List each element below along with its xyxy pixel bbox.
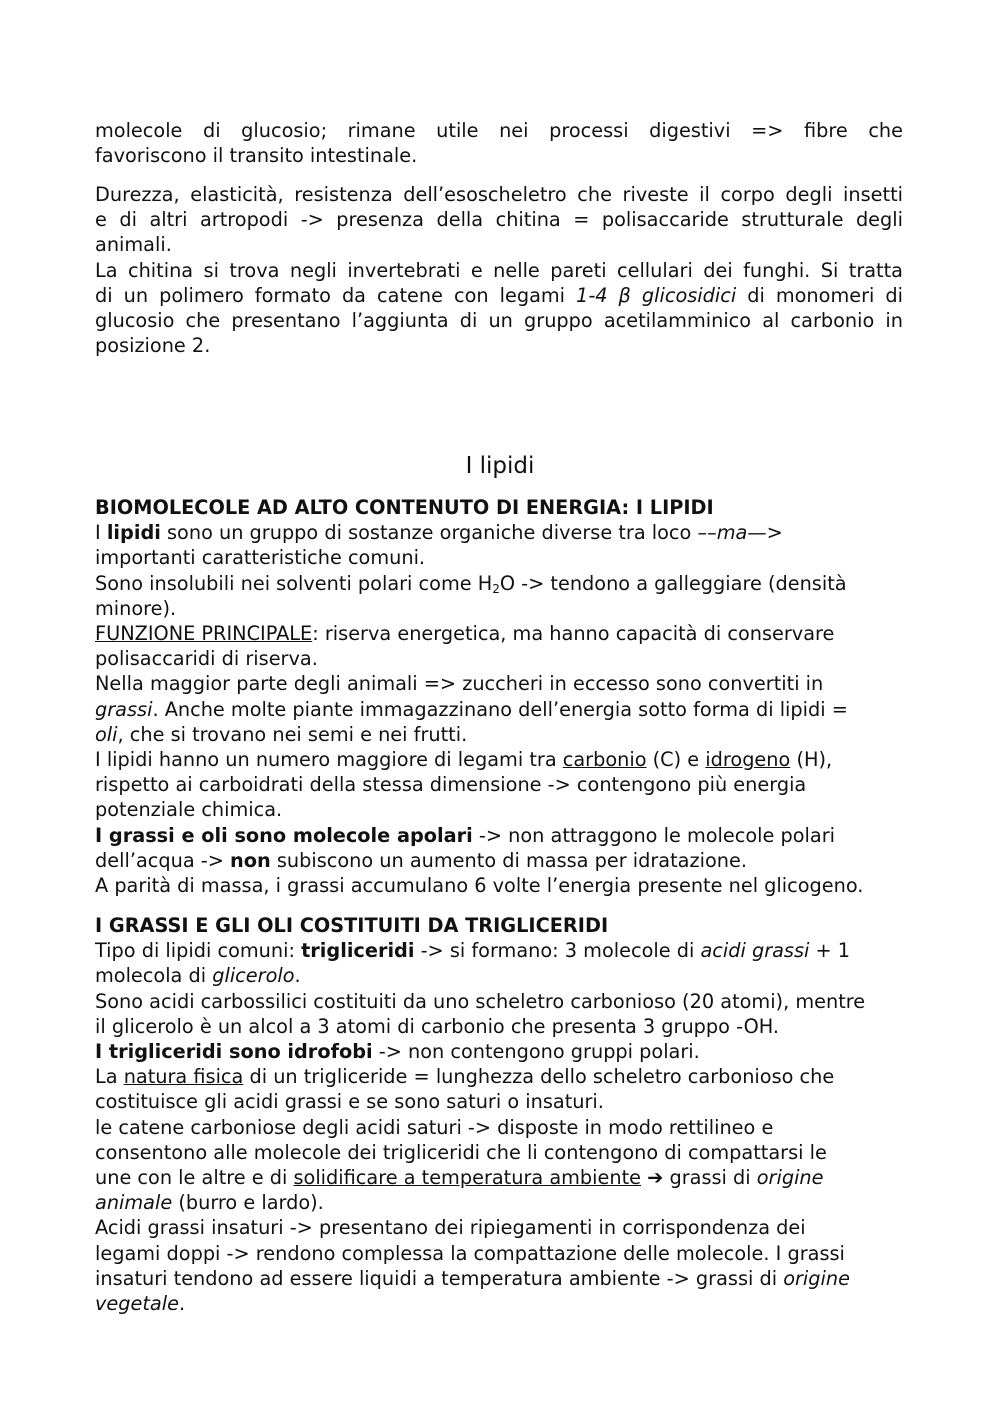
text-line: potenziale chimica. [95,798,283,822]
text-line: Nella maggior parte degli animali => zuccheri in eccesso sono convertiti in [95,672,824,696]
text-line: Durezza, elasticità, resistenza dell’esoscheletro che riveste il corpo degli insetti [95,183,903,206]
text-line: I lipidi hanno un numero maggiore di legami tra carbonio (C) e idrogeno (H), [95,748,833,772]
section-lipids-energy [95,495,903,898]
text-line: e di altri artropodi -> presenza della chitina = polisaccaride strutturale degli [95,208,903,232]
text-line: La natura fisica di un trigliceride = lunghezza dello scheletro carbonioso che [95,1065,835,1089]
text-line: Sono acidi carbossilici costituiti da uno scheletro carbonioso (20 atomi), mentre [95,989,866,1013]
text-line: minore). [95,596,177,620]
text-line: polisaccaridi di riserva. [95,647,318,671]
text-line: posizione 2. [95,334,211,358]
text-line: A parità di massa, i grassi accumulano 6 volte l’energia presente nel glicogeno. [95,874,864,898]
paragraph-chitin [95,182,903,358]
text-line: FUNZIONE PRINCIPALE: riserva energetica, ma hanno capacità di conservare [95,622,835,646]
paragraph-cellulose [95,118,903,168]
section-heading: I GRASSI E GLI OLI COSTITUITI DA TRIGLICERIDI [95,914,609,937]
text-line: legami doppi -> rendono complessa la compattazione delle molecole. I grassi [95,1241,845,1265]
text-line: I trigliceridi sono idrofobi -> non contengono gruppi polari. [95,1040,700,1064]
text-line: grassi. Anche molte piante immagazzinano dell’energia sotto forma di lipidi = [95,697,848,721]
text-line: I grassi e oli sono molecole apolari -> non attraggono le molecole polari [95,823,835,847]
text-line: vegetale. [95,1292,186,1316]
text-line: Tipo di lipidi comuni: trigliceridi -> si formano: 3 molecole di acidi grassi + 1 [95,939,851,963]
text-line: glucosio che presentano l’aggiunta di un gruppo acetilamminico al carbonio in [95,309,903,333]
text-line: favoriscono il transito intestinale. [95,144,418,168]
text-line: I lipidi sono un gruppo di sostanze organiche diverse tra loco ––ma—> [95,521,783,545]
text-line: le catene carboniose degli acidi saturi -> disposte in modo rettilineo e [95,1115,774,1139]
section-triglycerides [95,913,903,1316]
text-line: molecole di glucosio; rimane utile nei processi digestivi => fibre che [95,119,903,142]
text-line: di un polimero formato da catene con legami 1-4 β glicosidici di monomeri di [95,283,903,307]
section-title: I lipidi [465,453,535,479]
text-line: consentono alle molecole dei trigliceridi che li contengono di compattarsi le [95,1140,827,1164]
text-line: Sono insolubili nei solventi polari come $H_2O$ -> tendono a galleggiare (densità [95,571,847,596]
text-line: il glicerolo è un alcol a 3 atomi di carbonio che presenta 3 gruppo -OH. [95,1014,780,1038]
text-line: costituisce gli acidi grassi e se sono saturi o insaturi. [95,1090,604,1114]
text-line: molecola di glicerolo. [95,964,301,988]
text-line: oli, che si trovano nei semi e nei frutti. [95,722,468,746]
text-line: insaturi tendono ad essere liquidi a temperatura ambiente -> grassi di origine [95,1266,850,1290]
text-line: importanti caratteristiche comuni. [95,546,426,570]
text-line: Acidi grassi insaturi -> presentano dei ripiegamenti in corrispondenza dei [95,1216,806,1240]
text-line: dell’acqua -> non subiscono un aumento di massa per idratazione. [95,848,747,872]
text-line: La chitina si trova negli invertebrati e nelle pareti cellulari dei funghi. Si tratta [95,258,903,282]
text-line: animale (burro e lardo). [95,1191,324,1215]
text-line: rispetto ai carboidrati della stessa dimensione -> contengono più energia [95,773,807,797]
section-heading: BIOMOLECOLE AD ALTO CONTENUTO DI ENERGIA: I LIPIDI [95,496,714,519]
text-line: animali. [95,233,172,257]
text-line: une con le altre e di solidificare a temperatura ambiente ➔ grassi di origine [95,1166,824,1190]
